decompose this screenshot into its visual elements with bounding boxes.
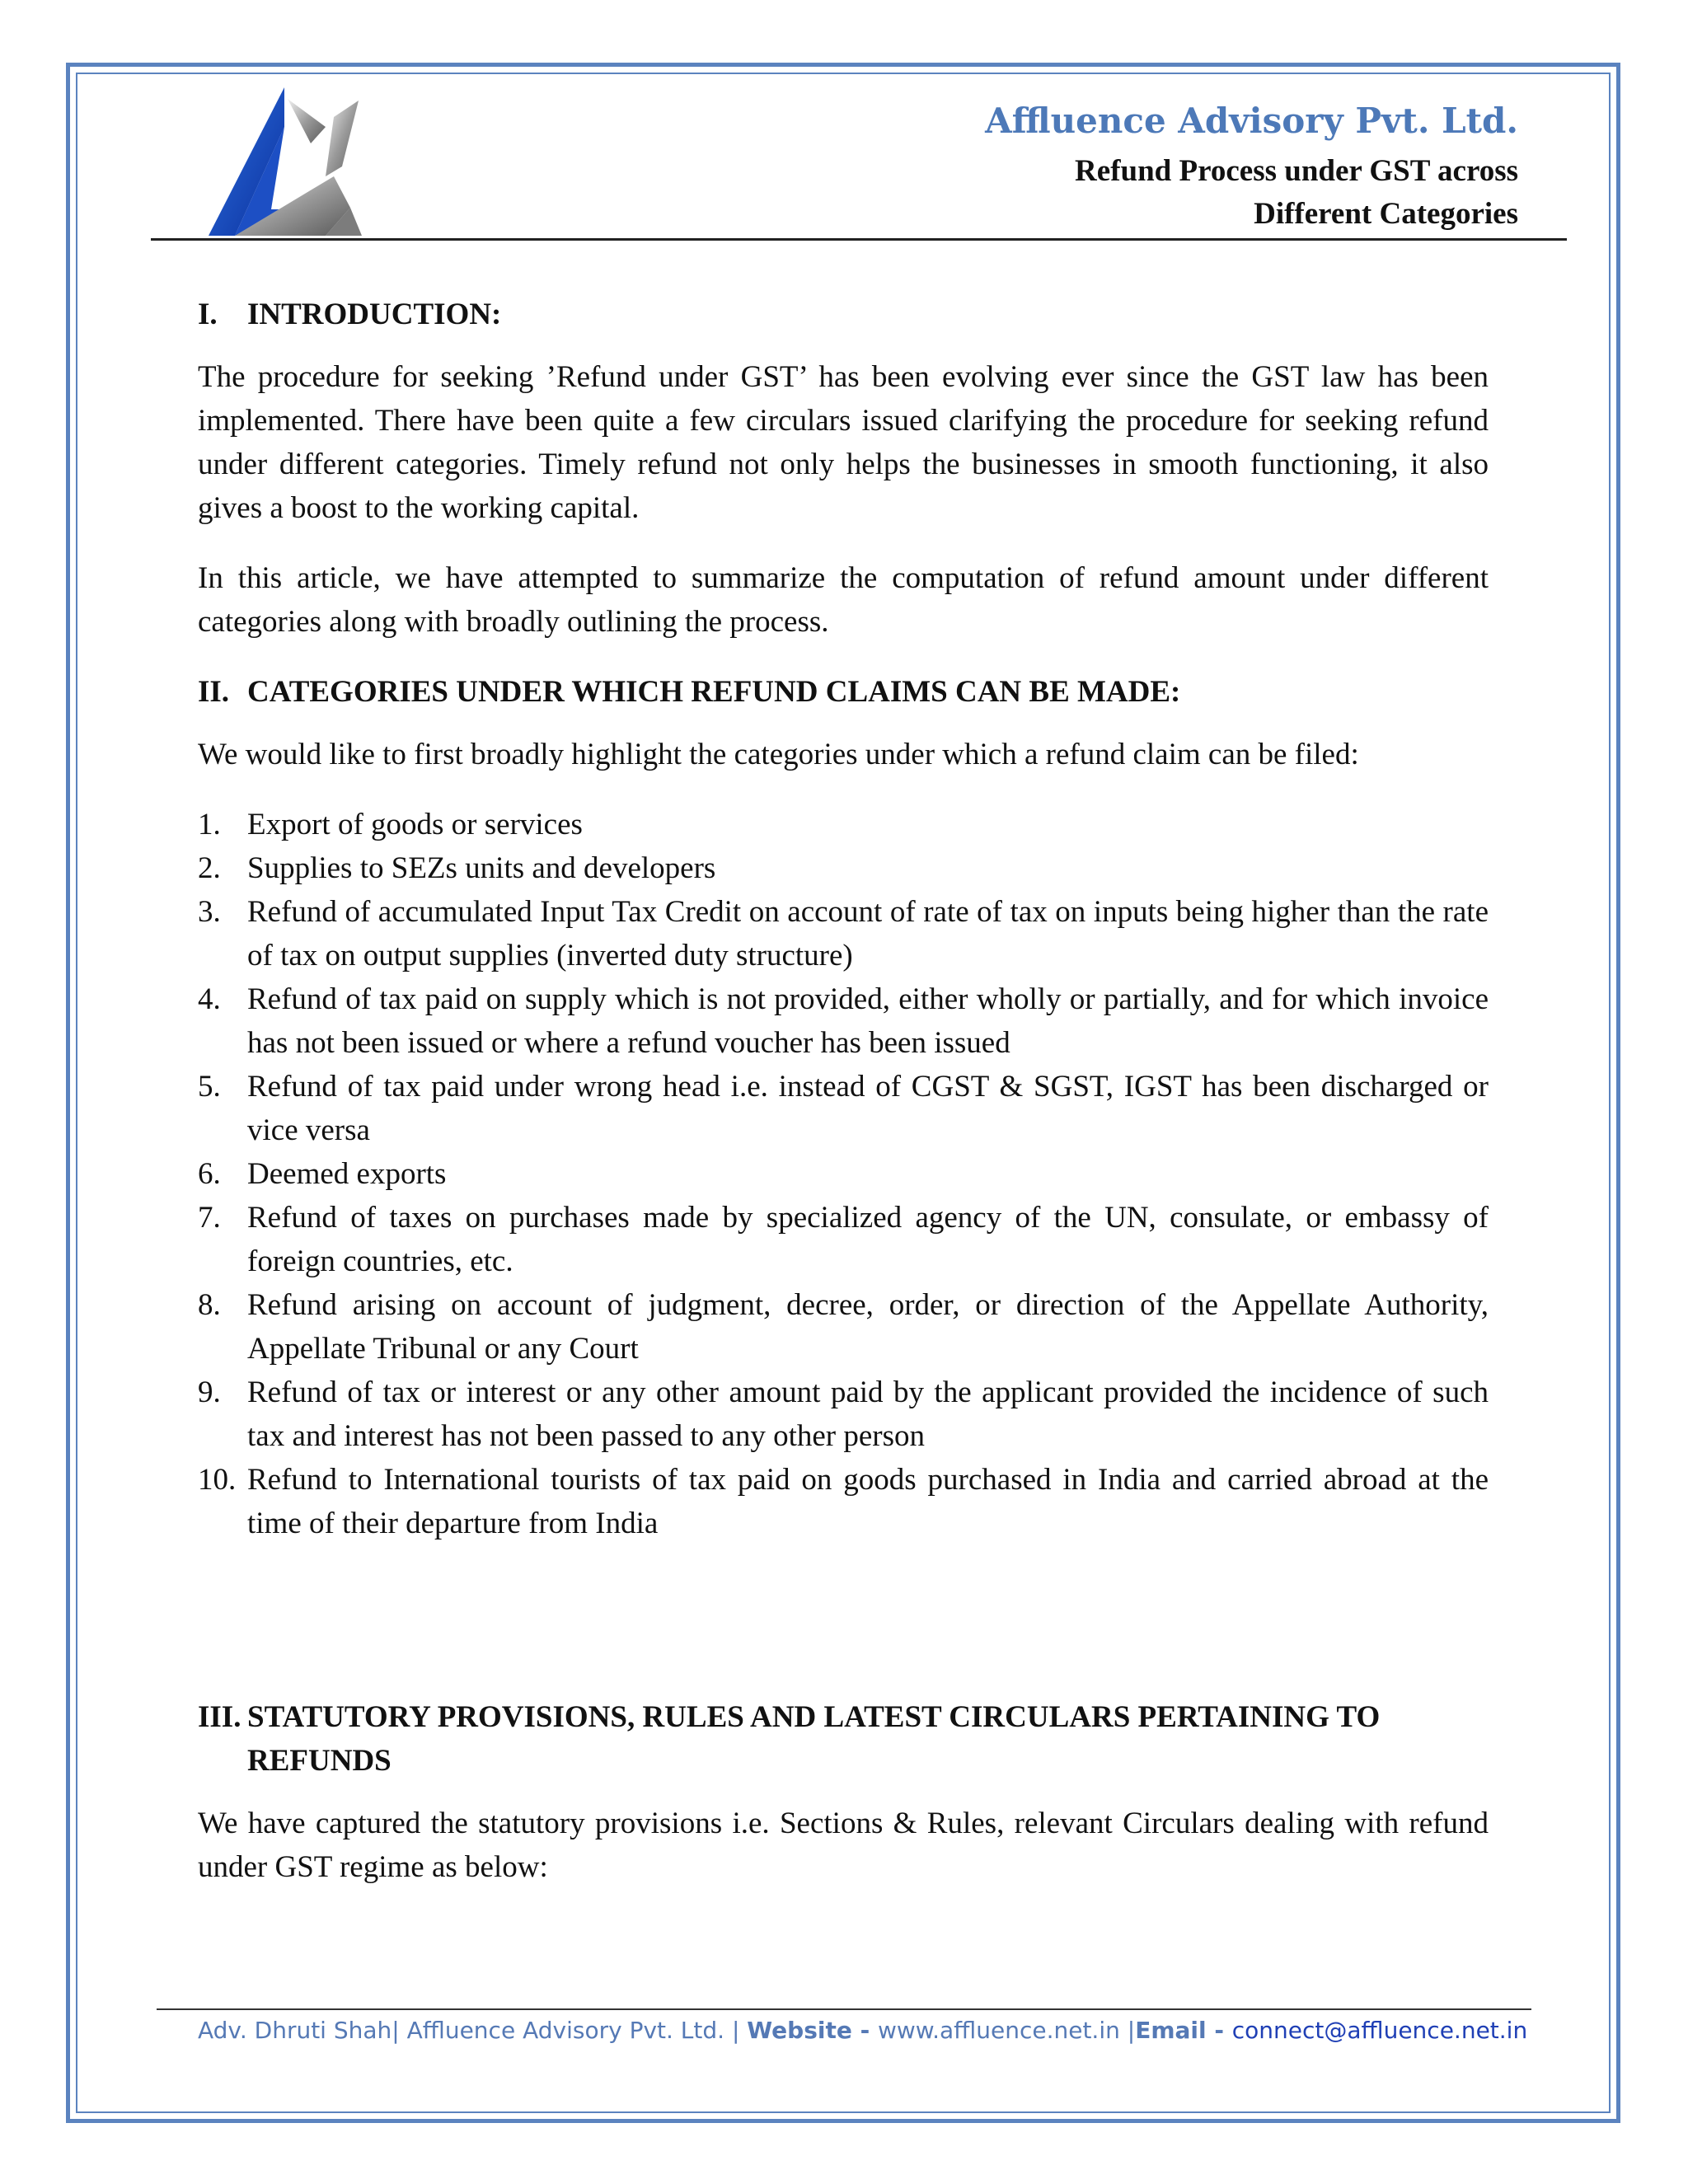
list-item-number: 6.	[198, 1157, 221, 1191]
list-item-number: 7.	[198, 1201, 221, 1235]
spacer	[198, 1545, 1489, 1695]
footer-author: Adv. Dhruti Shah| Affluence Advisory Pvt. Ltd. |	[198, 2017, 748, 2044]
list-item-text: Supplies to SEZs units and developers	[247, 851, 716, 885]
category-list-item	[198, 890, 1489, 977]
list-item-number: 4.	[198, 982, 221, 1016]
list-item-number: 10.	[198, 1463, 237, 1497]
footer-website-link[interactable]: www.affluence.net.in	[877, 2017, 1120, 2044]
intro-paragraph-2: In this article, we have attempted to summarize the computation of refund amount under different categories along with broadly outlining the process.	[198, 561, 1489, 639]
list-item-text: Refund to International tourists of tax paid on goods purchased in India and carried abroad at the time of their departure from India	[247, 1463, 1489, 1540]
company-name: Affluence Advisory Pvt. Ltd.	[985, 101, 1518, 141]
footer-website-label: Website -	[747, 2017, 878, 2044]
intro-paragraph-1: The procedure for seeking ’Refund under GST’ has been evolving ever since the GST law has been implemented. There have been quite a few circulars issued clarifying the procedure for seeking refund under different categories. Timely refund not only helps the businesses in smooth functioning, it also gives a boost to the working capital.	[198, 360, 1489, 525]
document-title-line2: Different Categories	[1254, 197, 1518, 231]
category-list-item	[198, 1065, 1489, 1152]
list-item-text: Refund of accumulated Input Tax Credit on account of rate of tax on inputs being higher than the rate of tax on output supplies (inverted duty structure)	[247, 895, 1489, 972]
section-heading-categories	[198, 670, 1489, 714]
category-list-item	[198, 803, 1489, 846]
categories-lead-paragraph: We would like to first broadly highlight the categories under which a refund claim can be filed:	[198, 738, 1359, 771]
list-item-text: Refund of tax paid under wrong head i.e. instead of CGST & SGST, IGST has been discharged or vice versa	[247, 1070, 1489, 1147]
section-number: III.	[198, 1700, 241, 1734]
category-list-item	[198, 1283, 1489, 1371]
list-item-number: 1.	[198, 808, 221, 841]
list-item-number: 5.	[198, 1070, 221, 1104]
footer-separator: |	[1119, 2017, 1136, 2044]
header-divider	[151, 238, 1567, 241]
section-title: CATEGORIES UNDER WHICH REFUND CLAIMS CAN BE MADE:	[247, 675, 1181, 709]
document-title-line1: Refund Process under GST across	[1075, 154, 1518, 188]
footer-divider	[157, 2008, 1531, 2010]
section-heading-introduction	[198, 293, 1489, 336]
list-item-text: Refund of tax paid on supply which is not provided, either wholly or partially, and for which invoice has not been issued or where a refund voucher has been issued	[247, 982, 1489, 1060]
list-item-text: Refund of taxes on purchases made by specialized agency of the UN, consulate, or embassy of foreign countries, etc.	[247, 1201, 1489, 1278]
list-item-text: Refund of tax or interest or any other amount paid by the applicant provided the incidence of such tax and interest has not been passed to any other person	[247, 1376, 1489, 1453]
section-heading-statutory	[198, 1695, 1489, 1783]
section-title: INTRODUCTION:	[247, 298, 502, 331]
triangle-a-logo-icon	[202, 84, 363, 241]
section-number: I.	[198, 298, 218, 331]
category-list-item	[198, 1458, 1489, 1545]
list-item-text: Deemed exports	[247, 1157, 447, 1191]
category-list-item	[198, 1196, 1489, 1283]
list-item-number: 9.	[198, 1376, 221, 1409]
category-list-item	[198, 1371, 1489, 1458]
categories-list	[198, 803, 1489, 1545]
list-item-text: Refund arising on account of judgment, decree, order, or direction of the Appellate Authority, Appellate Tribunal or any Court	[247, 1288, 1489, 1366]
footer-email-link[interactable]: connect@affluence.net.in	[1231, 2017, 1528, 2044]
list-item-text: Export of goods or services	[247, 808, 583, 841]
category-list-item	[198, 1152, 1489, 1196]
category-list-item	[198, 846, 1489, 890]
section-title: STATUTORY PROVISIONS, RULES AND LATEST CIRCULARS PERTAINING TO REFUNDS	[247, 1700, 1381, 1778]
footer-email-label: Email -	[1135, 2017, 1232, 2044]
list-item-number: 3.	[198, 895, 221, 929]
list-item-number: 8.	[198, 1288, 221, 1322]
statutory-paragraph: We have captured the statutory provisions i.e. Sections & Rules, relevant Circulars dealing with refund under GST regime as below:	[198, 1807, 1489, 1884]
category-list-item	[198, 977, 1489, 1065]
document-title	[941, 150, 1518, 236]
document-body	[198, 293, 1489, 1915]
footer	[198, 2014, 1528, 2047]
list-item-number: 2.	[198, 851, 221, 885]
section-number: II.	[198, 675, 230, 709]
